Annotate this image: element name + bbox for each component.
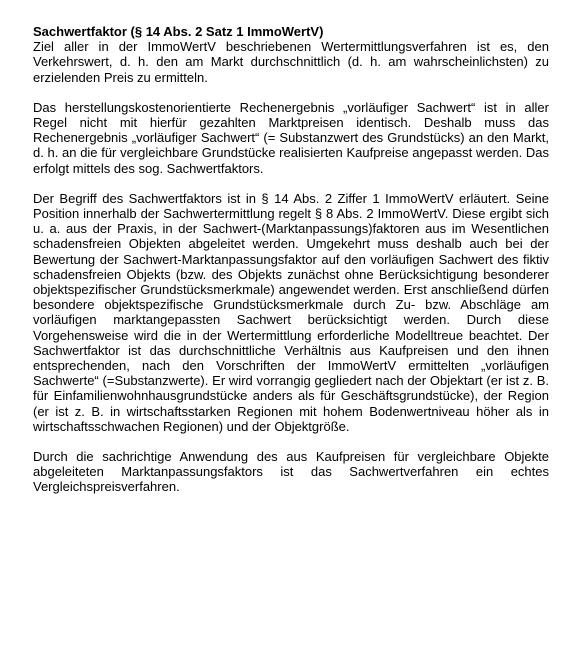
document-page [33, 24, 549, 510]
paragraph-2: Das herstellungskostenorientierte Rechenergebnis „vorläufiger Sachwert“ ist in aller Regel nicht mit hierfür gezahlten Marktpreisen identisch. Deshalb muss das Rechenergebnis „vorläufiger Sachwert“ (= Substanzwert des Grundstücks) an den Markt, d. h. an die für vergleichbare Grundstücke realisierten Kaufpreise angepasst werden. Das erfolgt mittels des sog. Sachwertfaktors. [33, 99, 549, 176]
paragraph-1: Ziel aller in der ImmoWertV beschriebenen Wertermittlungsverfahren ist es, den Verkehrswert, d. h. den am Markt durchschnittlich (d. h. am wahrscheinlichsten) zu erzielenden Preis zu ermitteln. [33, 39, 549, 85]
paragraph-4: Durch die sachrichtige Anwendung des aus Kaufpreisen für vergleichbare Objekte abgeleiteten Marktanpassungsfaktors ist das Sachwertverfahren ein echtes Vergleichspreisverfahren. [33, 449, 549, 495]
section-heading: Sachwertfaktor (§ 14 Abs. 2 Satz 1 ImmoWertV) [33, 24, 324, 39]
paragraph-3: Der Begriff des Sachwertfaktors ist in § 14 Abs. 2 Ziffer 1 ImmoWertV erläutert. Seine Position innerhalb der Sachwertermittlung regelt § 8 Abs. 2 ImmoWertV. Diese ergibt sich u. a. aus der Praxis, in der Sachwert-(Marktanpassungs)faktoren aus im Wesentlichen schadensfreien Objekten abgeleitet werden. Umgekehrt muss deshalb auch bei der Bewertung der Sachwert-Marktanpassungsfaktor auf den vorläufigen Sachwert des fiktiv schadensfreien Objekts (bzw. des Objekts zunächst ohne Berücksichtigung besonderer objektspezifischer Grundstücksmerkmale) angewendet werden. Erst anschließend dürfen besondere objektspezifische Grundstücksmerkmale durch Zu- bzw. Abschläge am vorläufigen marktangepassten Sachwert berücksichtigt werden. Durch diese Vorgehensweise wird die in der Wertermittlung erforderliche Modelltreue beachtet. Der Sachwertfaktor ist das durchschnittliche Verhältnis aus Kaufpreisen und den ihnen entsprechenden, nach den Vorschriften der ImmoWertV ermittelten „vorläufigen Sachwerte“ (=Substanzwerte). Er wird vorrangig gegliedert nach der Objektart (er ist z. B. für Einfamilienwohnhausgrundstücke anders als für Geschäftsgrundstücke), der Region (er ist z. B. in wirtschaftsstarken Regionen mit hohem Bodenwertniveau höher als in wirtschaftsschwachen Regionen) und der Objektgröße. [33, 190, 549, 434]
